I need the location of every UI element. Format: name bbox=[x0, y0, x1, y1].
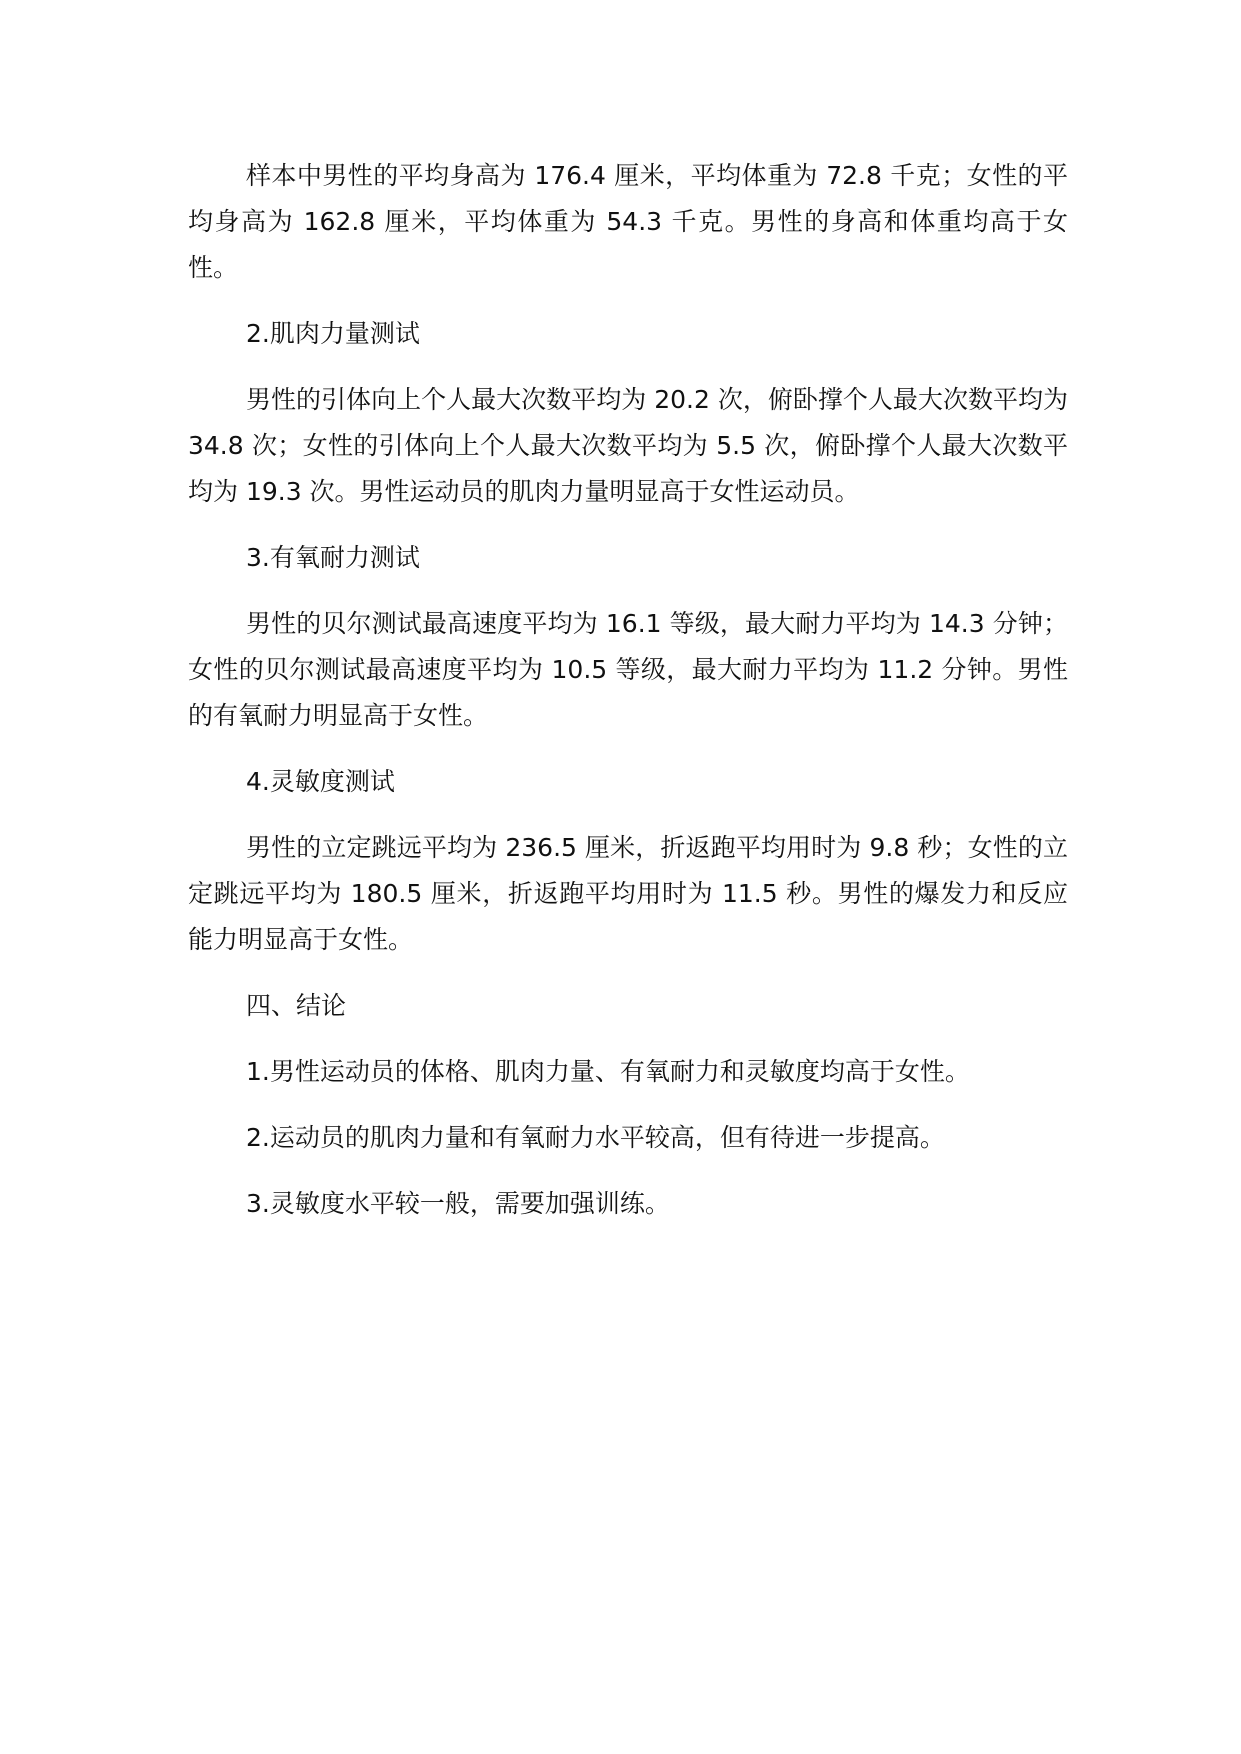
section-heading-conclusion: 四、结论 bbox=[246, 991, 347, 1020]
conclusion-item-2: 2.运动员的肌肉力量和有氧耐力水平较高，但有待进一步提高。 bbox=[246, 1123, 945, 1152]
document-body bbox=[188, 153, 1068, 1247]
paragraph-muscle-strength: 男性的引体向上个人最大次数平均为 20.2 次，俯卧撑个人最大次数平均为 34.8 次；女性的引体向上个人最大次数平均为 5.5 次，俯卧撑个人最大次数平均为 19.3 次。男性运动员的肌肉力量明显高于女性运动员。 bbox=[188, 385, 1068, 506]
section-heading-aerobic-endurance: 3.有氧耐力测试 bbox=[246, 543, 420, 572]
paragraph-agility: 男性的立定跳远平均为 236.5 厘米，折返跑平均用时为 9.8 秒；女性的立定跳远平均为 180.5 厘米，折返跑平均用时为 11.5 秒。男性的爆发力和反应能力明显高于女性。 bbox=[188, 833, 1068, 954]
section-heading-muscle-strength: 2.肌肉力量测试 bbox=[246, 319, 420, 348]
conclusion-item-1: 1.男性运动员的体格、肌肉力量、有氧耐力和灵敏度均高于女性。 bbox=[246, 1057, 970, 1086]
conclusion-item-3: 3.灵敏度水平较一般，需要加强训练。 bbox=[246, 1189, 670, 1218]
section-heading-agility: 4.灵敏度测试 bbox=[246, 767, 395, 796]
paragraph-body-measurements: 样本中男性的平均身高为 176.4 厘米，平均体重为 72.8 千克；女性的平均身高为 162.8 厘米，平均体重为 54.3 千克。男性的身高和体重均高于女性。 bbox=[188, 161, 1068, 282]
paragraph-aerobic-endurance: 男性的贝尔测试最高速度平均为 16.1 等级，最大耐力平均为 14.3 分钟；女性的贝尔测试最高速度平均为 10.5 等级，最大耐力平均为 11.2 分钟。男性的有氧耐力明显高于女性。 bbox=[188, 609, 1068, 730]
